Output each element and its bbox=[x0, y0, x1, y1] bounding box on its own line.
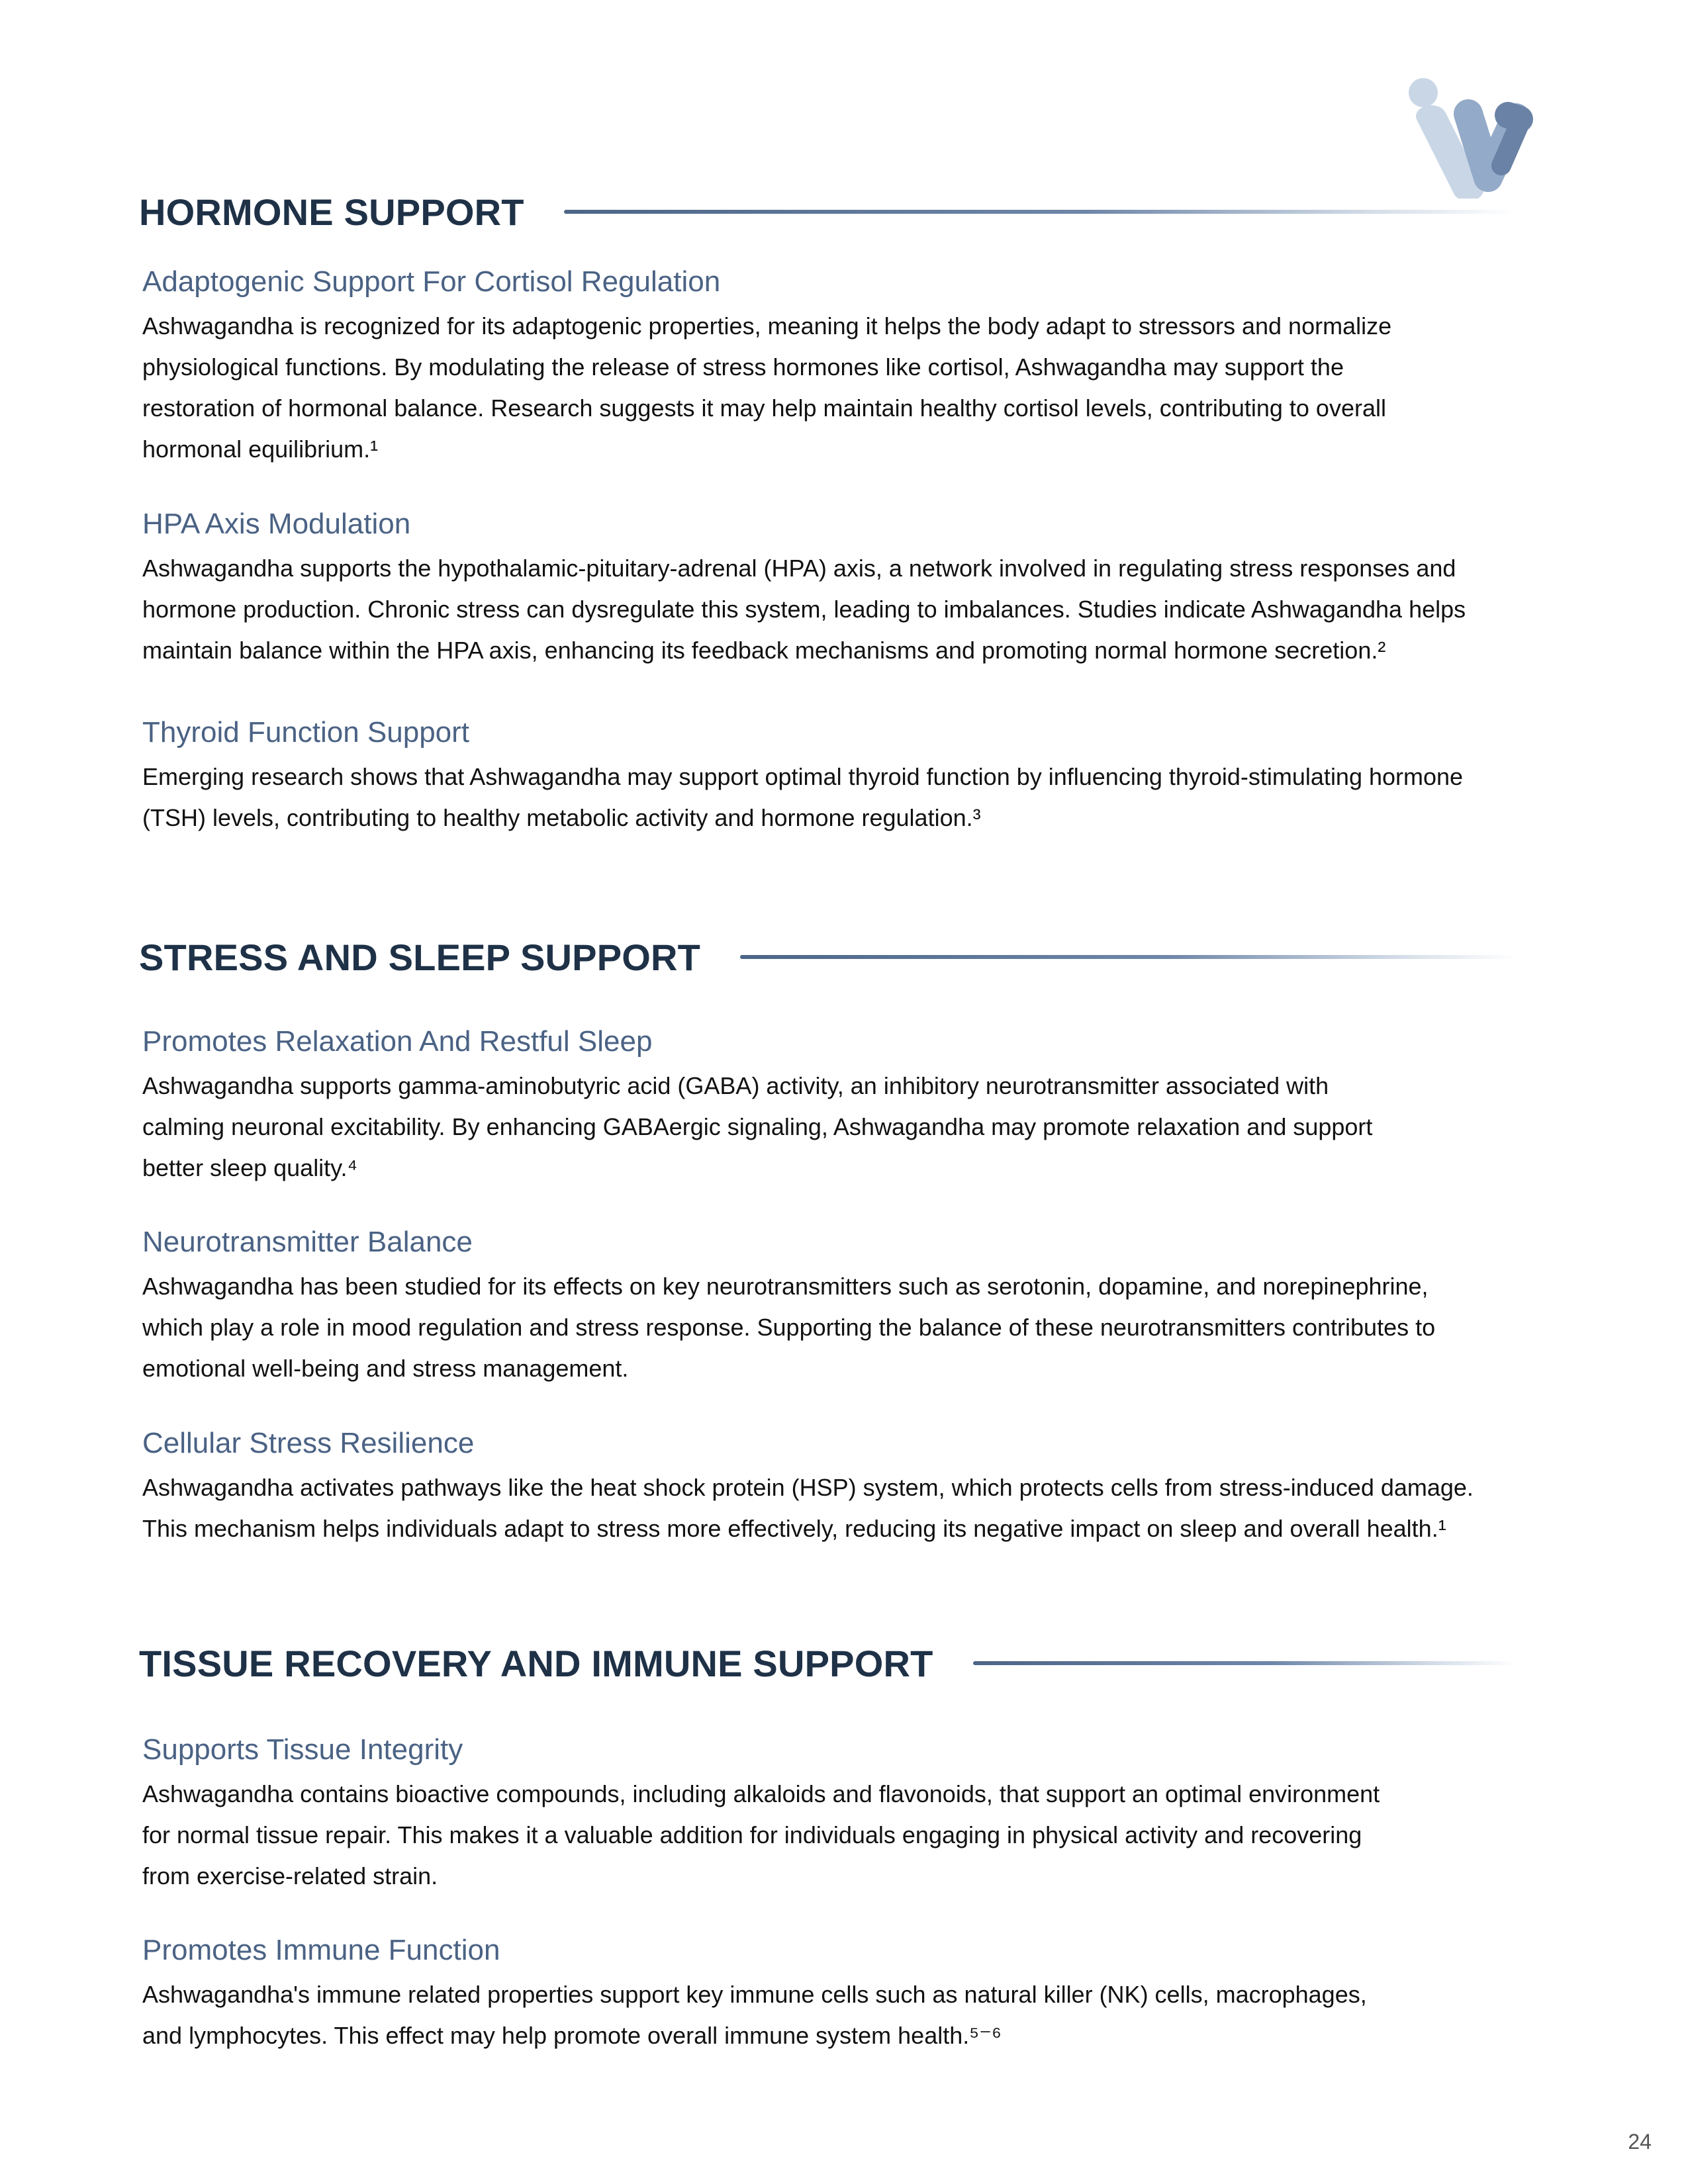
subsection-title: Neurotransmitter Balance bbox=[142, 1226, 473, 1258]
section-title: STRESS AND SLEEP SUPPORT bbox=[139, 936, 701, 978]
body-line: maintain balance within the HPA axis, enhancing its feedback mechanisms and promoting normal hormone secretion.² bbox=[142, 637, 1386, 664]
subsection-body bbox=[142, 306, 1532, 470]
section-divider bbox=[564, 210, 1516, 214]
body-line: for normal tissue repair. This makes it a valuable addition for individuals engaging in physical activity and recovering bbox=[142, 1821, 1362, 1848]
subsection-hpa-axis bbox=[142, 504, 1532, 671]
subsection-relaxation-sleep bbox=[142, 1022, 1532, 1189]
body-line: physiological functions. By modulating the release of stress hormones like cortisol, Ashwagandha may support the bbox=[142, 353, 1344, 381]
section-title: HORMONE SUPPORT bbox=[139, 191, 524, 233]
body-line: better sleep quality.⁴ bbox=[142, 1154, 357, 1181]
subsection-thyroid-function bbox=[142, 713, 1532, 839]
body-line: Emerging research shows that Ashwagandha may support optimal thyroid function by influencing thyroid-stimulating hormone bbox=[142, 763, 1464, 790]
body-line: Ashwagandha supports the hypothalamic-pituitary-adrenal (HPA) axis, a network involved in regulating stress responses and bbox=[142, 555, 1456, 582]
body-line: hormone production. Chronic stress can dysregulate this system, leading to imbalances. Studies indicate Ashwagandha helps bbox=[142, 596, 1466, 623]
body-line: Ashwagandha is recognized for its adaptogenic properties, meaning it helps the body adapt to stressors and normalize bbox=[142, 312, 1392, 340]
subsection-neurotransmitter-balance bbox=[142, 1222, 1532, 1389]
subsection-body bbox=[142, 548, 1532, 671]
subsection-title: Adaptogenic Support For Cortisol Regulation bbox=[142, 265, 721, 298]
subsection-cellular-stress bbox=[142, 1424, 1532, 1549]
subsection-title: Supports Tissue Integrity bbox=[142, 1733, 463, 1766]
body-line: restoration of hormonal balance. Research suggests it may help maintain healthy cortisol levels, contributing to overall bbox=[142, 394, 1386, 422]
section-header-stress-sleep-support bbox=[139, 931, 1529, 983]
subsection-body bbox=[142, 1467, 1532, 1549]
body-line: Ashwagandha activates pathways like the heat shock protein (HSP) system, which protects cells from stress-induced damage. bbox=[142, 1474, 1474, 1501]
body-line: which play a role in mood regulation and stress response. Supporting the balance of these neurotransmitters contributes to bbox=[142, 1314, 1436, 1341]
body-line: (TSH) levels, contributing to healthy metabolic activity and hormone regulation.³ bbox=[142, 804, 981, 831]
subsection-tissue-integrity bbox=[142, 1730, 1532, 1897]
section-title: TISSUE RECOVERY AND IMMUNE SUPPORT bbox=[139, 1642, 933, 1684]
subsection-immune-function bbox=[142, 1931, 1532, 2056]
subsection-body bbox=[142, 1266, 1532, 1389]
body-line: and lymphocytes. This effect may help promote overall immune system health.⁵⁻⁶ bbox=[142, 2022, 1002, 2049]
subsection-body bbox=[142, 1066, 1532, 1189]
subsection-title: Promotes Relaxation And Restful Sleep bbox=[142, 1025, 653, 1058]
body-line: Ashwagandha has been studied for its effects on key neurotransmitters such as serotonin, dopamine, and norepinephrine, bbox=[142, 1273, 1429, 1300]
subsection-title: Promotes Immune Function bbox=[142, 1934, 500, 1966]
body-line: from exercise-related strain. bbox=[142, 1862, 438, 1889]
subsection-title: Thyroid Function Support bbox=[142, 716, 470, 749]
body-line: emotional well-being and stress management. bbox=[142, 1355, 629, 1382]
subsection-body bbox=[142, 756, 1532, 839]
section-header-tissue-immune-support bbox=[139, 1637, 1529, 1690]
page-number: 24 bbox=[1628, 2130, 1652, 2154]
subsection-body bbox=[142, 1774, 1532, 1897]
section-header-hormone-support bbox=[139, 185, 1529, 238]
body-line: Ashwagandha contains bioactive compounds, including alkaloids and flavonoids, that support an optimal environment bbox=[142, 1780, 1380, 1807]
body-line: This mechanism helps individuals adapt to stress more effectively, reducing its negative impact on sleep and overall health.¹ bbox=[142, 1515, 1446, 1542]
subsection-cortisol-regulation bbox=[142, 262, 1532, 470]
body-line: Ashwagandha supports gamma-aminobutyric acid (GABA) activity, an inhibitory neurotransmitter associated with bbox=[142, 1072, 1329, 1099]
w-brand-logo-icon bbox=[1390, 66, 1542, 199]
body-line: Ashwagandha's immune related properties support key immune cells such as natural killer (NK) cells, macrophages, bbox=[142, 1981, 1367, 2008]
subsection-body bbox=[142, 1974, 1532, 2056]
section-divider bbox=[740, 955, 1516, 959]
subsection-title: HPA Axis Modulation bbox=[142, 508, 411, 540]
subsection-title: Cellular Stress Resilience bbox=[142, 1427, 475, 1459]
section-divider bbox=[973, 1661, 1516, 1665]
body-line: calming neuronal excitability. By enhancing GABAergic signaling, Ashwagandha may promote relaxation and support bbox=[142, 1113, 1373, 1140]
body-line: hormonal equilibrium.¹ bbox=[142, 435, 379, 463]
